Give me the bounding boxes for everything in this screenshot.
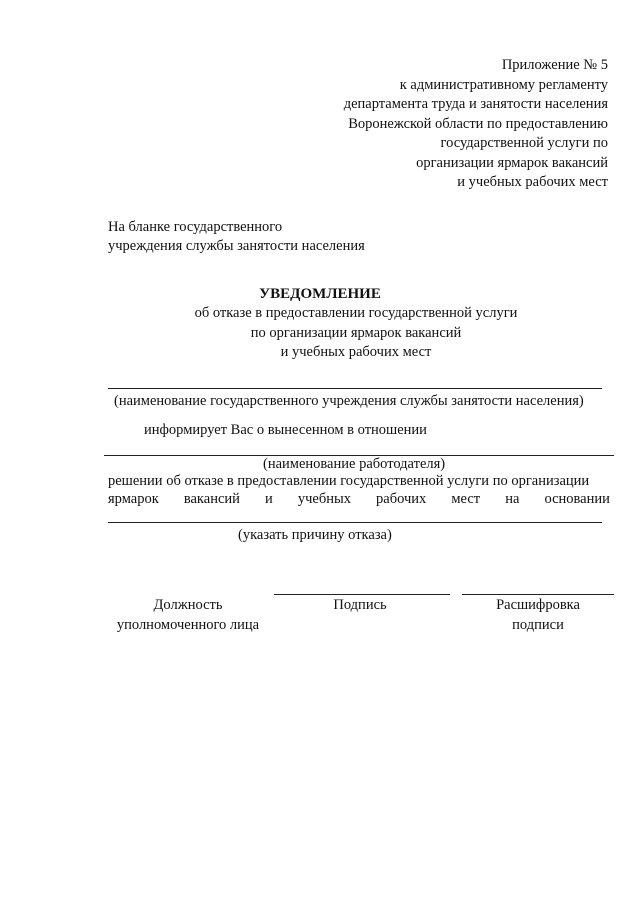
signature-label: Подпись (333, 597, 387, 613)
appendix-line: государственной услуги по (440, 135, 608, 151)
decision-word: на (505, 491, 520, 507)
letterhead-line: На бланке государственного (108, 219, 283, 235)
decision-text-line1: решении об отказе в предоставлении государственной услуги по организации (108, 473, 590, 489)
position-label-line1: Должность (153, 597, 223, 613)
subtitle-line: по организации ярмарок вакансий (250, 324, 462, 341)
decision-word: ярмарок (108, 491, 159, 507)
decision-word: мест (451, 491, 481, 507)
decision-word: рабочих (376, 491, 427, 507)
decision-word: учебных (297, 491, 351, 507)
informs-text: информирует Вас о вынесенном в отношении (144, 422, 427, 438)
document-subtitle (0, 304, 640, 363)
decode-label-line2: подписи (512, 616, 564, 633)
appendix-header (344, 56, 608, 193)
decision-text-line2 (108, 491, 610, 508)
employer-name-hint: (наименование работодателя) (263, 456, 446, 472)
appendix-line: и учебных рабочих мест (457, 174, 608, 190)
appendix-line: к административному регламенту (399, 76, 608, 93)
subtitle-line: и учебных рабочих мест (280, 344, 432, 360)
decision-word: вакансий (183, 491, 240, 507)
position-label-line2: уполномоченного лица (116, 616, 260, 633)
appendix-line: департамента труда и занятости населения (343, 96, 608, 112)
subtitle-line: об отказе в предоставлении государственной услуги (194, 305, 518, 321)
letterhead-line: учреждения службы занятости населения (108, 238, 365, 254)
signature-line[interactable] (274, 594, 450, 595)
signature-decode-label (472, 596, 604, 635)
signature-decode-line[interactable] (462, 594, 614, 595)
decode-label-line1: Расшифровка (496, 597, 580, 613)
appendix-line: Воронежской области по предоставлению (348, 115, 608, 132)
appendix-line: Приложение № 5 (501, 57, 608, 73)
refusal-reason-hint: (указать причину отказа) (238, 527, 392, 543)
position-label (108, 596, 268, 635)
institution-name-hint: (наименование государственного учреждения службы занятости населения) (114, 393, 584, 409)
decision-word: основании (544, 491, 610, 507)
document-title: УВЕДОМЛЕНИЕ (259, 286, 381, 302)
letterhead-note (108, 218, 365, 256)
appendix-line: организации ярмарок вакансий (416, 154, 608, 171)
decision-word: и (265, 491, 273, 507)
refusal-reason-line[interactable] (108, 522, 602, 523)
institution-name-line[interactable] (108, 388, 602, 389)
